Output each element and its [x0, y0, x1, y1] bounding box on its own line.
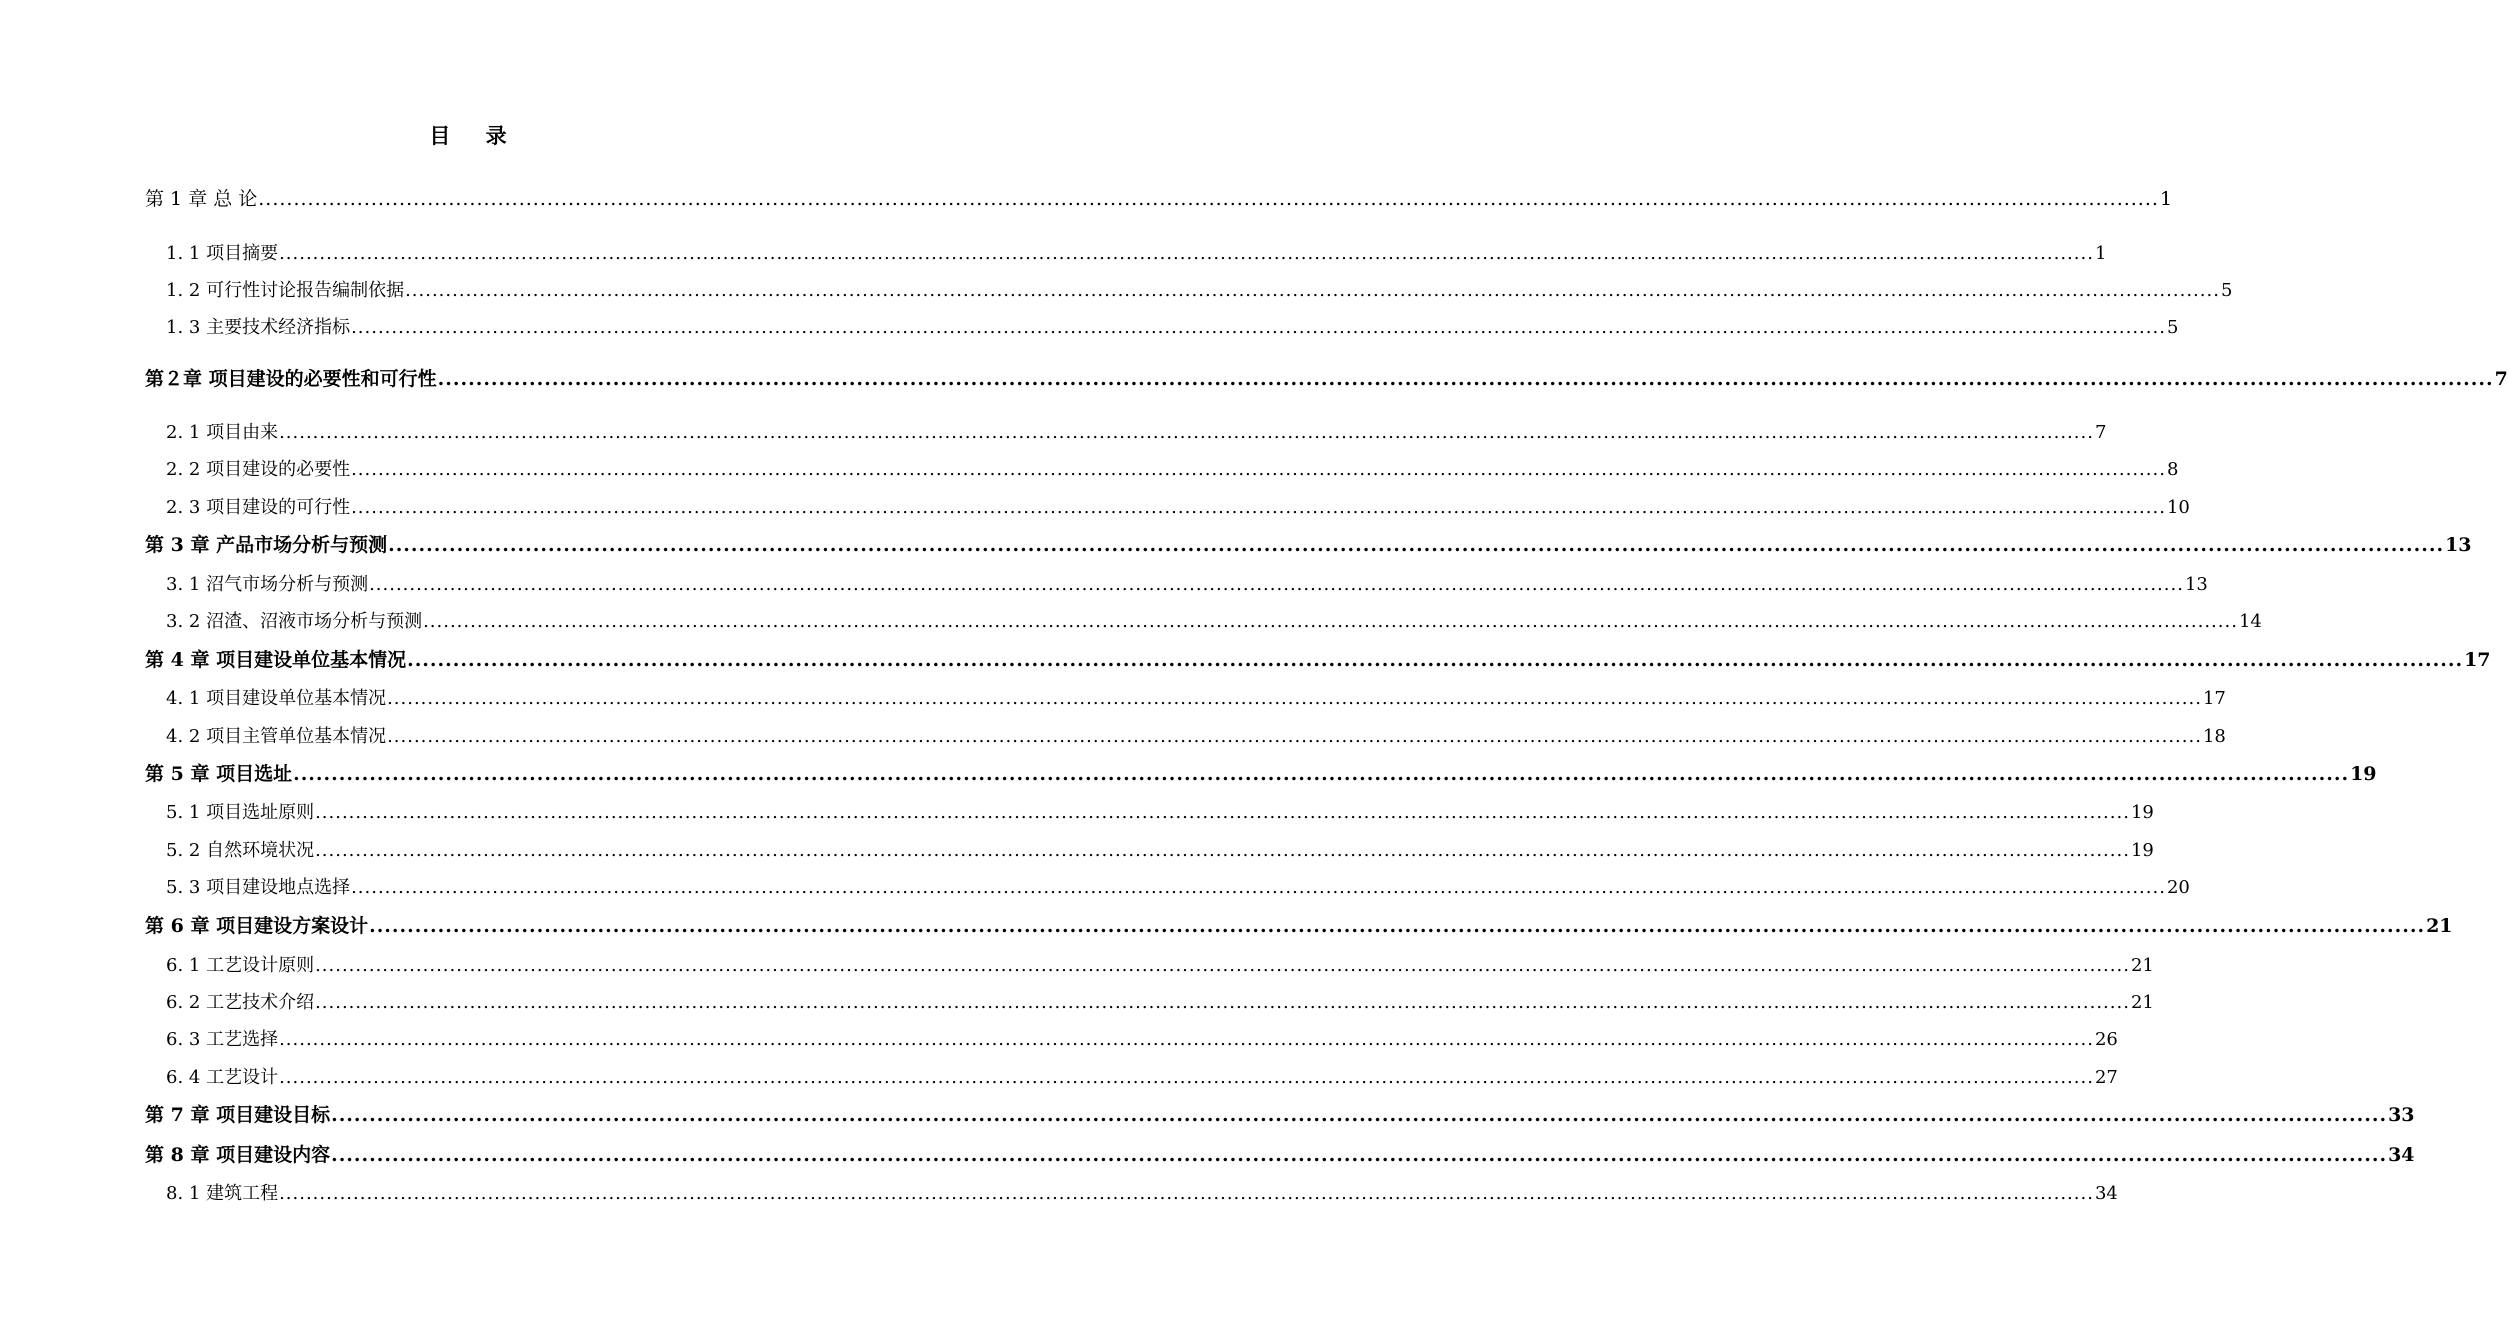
toc-entry[interactable]	[145, 1100, 2415, 1130]
toc-page-number: 19	[2350, 763, 2377, 785]
toc-leader: ..............................................................................................................................................................................................................................................................................	[423, 611, 2238, 632]
toc-page-number: 13	[2445, 534, 2472, 556]
toc-entry[interactable]	[145, 530, 2472, 560]
toc-leader: ..............................................................................................................................................................................................................................................................................	[293, 763, 2350, 785]
toc-leader: ..............................................................................................................................................................................................................................................................................	[405, 280, 2220, 301]
toc-page-number: 19	[2130, 802, 2154, 823]
toc-page-number: 18	[2202, 726, 2226, 747]
toc-entry[interactable]	[166, 418, 2107, 448]
toc-entry-label: 第２章 项目建设的必要性和可行性	[145, 368, 437, 390]
toc-page-number: 33	[2388, 1104, 2415, 1126]
toc-entry[interactable]	[166, 836, 2154, 866]
toc-entry[interactable]	[145, 184, 2173, 214]
toc-page-number: 1	[2094, 243, 2107, 264]
toc-leader: ..............................................................................................................................................................................................................................................................................	[351, 459, 2166, 480]
toc-leader: ..............................................................................................................................................................................................................................................................................	[279, 243, 2094, 264]
toc-entry-label: 2. 3 项目建设的可行性	[166, 497, 351, 518]
toc-leader: ..............................................................................................................................................................................................................................................................................	[387, 726, 2202, 747]
toc-entry-label: 第 7 章 项目建设目标	[145, 1104, 331, 1126]
toc-leader: ..............................................................................................................................................................................................................................................................................	[387, 688, 2202, 709]
toc-entry[interactable]	[166, 276, 2233, 306]
toc-entry[interactable]	[166, 455, 2179, 485]
toc-entry-label: 3. 2 沼渣、沼液市场分析与预测	[166, 611, 423, 632]
toc-entry[interactable]	[145, 911, 2453, 941]
toc-page-number: 5	[2220, 280, 2233, 301]
toc-entry-label: 第 5 章 项目选址	[145, 763, 293, 785]
toc-entry[interactable]	[166, 988, 2154, 1018]
toc-leader: ..............................................................................................................................................................................................................................................................................	[315, 802, 2130, 823]
toc-entry[interactable]	[166, 951, 2154, 981]
toc-page-number: 20	[2166, 877, 2190, 898]
toc-leader: ..............................................................................................................................................................................................................................................................................	[351, 497, 2166, 518]
toc-entry-label: 4. 2 项目主管单位基本情况	[166, 726, 387, 747]
toc-entry[interactable]	[166, 722, 2226, 752]
toc-leader: ..............................................................................................................................................................................................................................................................................	[369, 574, 2184, 595]
toc-page-number: 34	[2388, 1144, 2415, 1166]
toc-entry[interactable]	[166, 607, 2262, 637]
toc-leader: ..............................................................................................................................................................................................................................................................................	[279, 1067, 2094, 1088]
toc-entry-label: 6. 1 工艺设计原则	[166, 955, 315, 976]
toc-entry[interactable]	[166, 1179, 2118, 1209]
toc-page-number: 8	[2166, 459, 2179, 480]
toc-page-number: 34	[2094, 1183, 2118, 1204]
toc-page-number: 17	[2202, 688, 2226, 709]
toc-entry-label: 1. 3 主要技术经济指标	[166, 317, 351, 338]
toc-entry-label: 第 6 章 项目建设方案设计	[145, 915, 369, 937]
toc-entry[interactable]	[145, 1140, 2415, 1170]
toc-entry[interactable]	[166, 684, 2226, 714]
toc-entry[interactable]	[166, 1025, 2118, 1055]
toc-entry[interactable]	[166, 570, 2208, 600]
toc-page-number: 10	[2166, 497, 2190, 518]
toc-entry-label: 6. 4 工艺设计	[166, 1067, 279, 1088]
toc-page-number: 13	[2184, 574, 2208, 595]
toc-leader: ..............................................................................................................................................................................................................................................................................	[331, 1104, 2388, 1126]
toc-page-number: 7	[2094, 422, 2107, 443]
toc-entry-label: 3. 1 沼气市场分析与预测	[166, 574, 369, 595]
page-title: 目 录	[429, 123, 521, 148]
toc-leader: ..............................................................................................................................................................................................................................................................................	[279, 1183, 2094, 1204]
toc-entry-label: 2. 1 项目由来	[166, 422, 279, 443]
toc-page-number: 26	[2094, 1029, 2118, 1050]
toc-entry-label: 4. 1 项目建设单位基本情况	[166, 688, 387, 709]
toc-page-number: 5	[2166, 317, 2179, 338]
toc-leader: ..............................................................................................................................................................................................................................................................................	[437, 368, 2494, 390]
toc-leader: ..............................................................................................................................................................................................................................................................................	[315, 955, 2130, 976]
toc-entry-label: 第 1 章 总 论	[145, 188, 258, 210]
toc-leader: ..............................................................................................................................................................................................................................................................................	[351, 877, 2166, 898]
toc-leader: ..............................................................................................................................................................................................................................................................................	[315, 840, 2130, 861]
toc-entry-label: 2. 2 项目建设的必要性	[166, 459, 351, 480]
toc-page-number: 21	[2130, 992, 2154, 1013]
toc-entry[interactable]	[166, 313, 2179, 343]
toc-page-number: 1	[2159, 188, 2173, 210]
toc-leader: ..............................................................................................................................................................................................................................................................................	[279, 422, 2094, 443]
toc-leader: ..............................................................................................................................................................................................................................................................................	[351, 317, 2166, 338]
toc-entry[interactable]	[145, 759, 2377, 789]
toc-page-number: 14	[2238, 611, 2262, 632]
toc-entry[interactable]	[166, 493, 2190, 523]
toc-entry-label: 6. 2 工艺技术介绍	[166, 992, 315, 1013]
toc-entry-label: 5. 1 项目选址原则	[166, 802, 315, 823]
toc-page-number: 21	[2426, 915, 2453, 937]
toc-entry[interactable]	[166, 873, 2190, 903]
toc-page-number: 19	[2130, 840, 2154, 861]
toc-leader: ..............................................................................................................................................................................................................................................................................	[279, 1029, 2094, 1050]
toc-entry[interactable]	[145, 645, 2491, 675]
toc-leader: ..............................................................................................................................................................................................................................................................................	[258, 188, 2159, 210]
toc-leader: ..............................................................................................................................................................................................................................................................................	[369, 915, 2426, 937]
toc-leader: ..............................................................................................................................................................................................................................................................................	[407, 649, 2464, 671]
toc-leader: ..............................................................................................................................................................................................................................................................................	[388, 534, 2445, 556]
toc-entry-label: 1. 2 可行性讨论报告编制依据	[166, 280, 405, 301]
toc-entry-label: 第 4 章 项目建设单位基本情况	[145, 649, 407, 671]
toc-entry-label: 8. 1 建筑工程	[166, 1183, 279, 1204]
toc-leader: ..............................................................................................................................................................................................................................................................................	[331, 1144, 2388, 1166]
toc-entry-label: 第 3 章 产品市场分析与预测	[145, 534, 388, 556]
toc-entry-label: 6. 3 工艺选择	[166, 1029, 279, 1050]
toc-entry-label: 5. 2 自然环境状况	[166, 840, 315, 861]
toc-page-number: 27	[2094, 1067, 2118, 1088]
toc-entry[interactable]	[166, 798, 2154, 828]
toc-entry[interactable]	[145, 364, 2508, 394]
toc-page-number: 17	[2464, 649, 2491, 671]
toc-entry[interactable]	[166, 239, 2107, 269]
toc-leader: ..............................................................................................................................................................................................................................................................................	[315, 992, 2130, 1013]
toc-entry-label: 5. 3 项目建设地点选择	[166, 877, 351, 898]
toc-entry[interactable]	[166, 1063, 2118, 1093]
toc-page-number: 21	[2130, 955, 2154, 976]
toc-entry-label: 1. 1 项目摘要	[166, 243, 279, 264]
toc-entry-label: 第 8 章 项目建设内容	[145, 1144, 331, 1166]
toc-page-number: 7	[2494, 368, 2508, 390]
